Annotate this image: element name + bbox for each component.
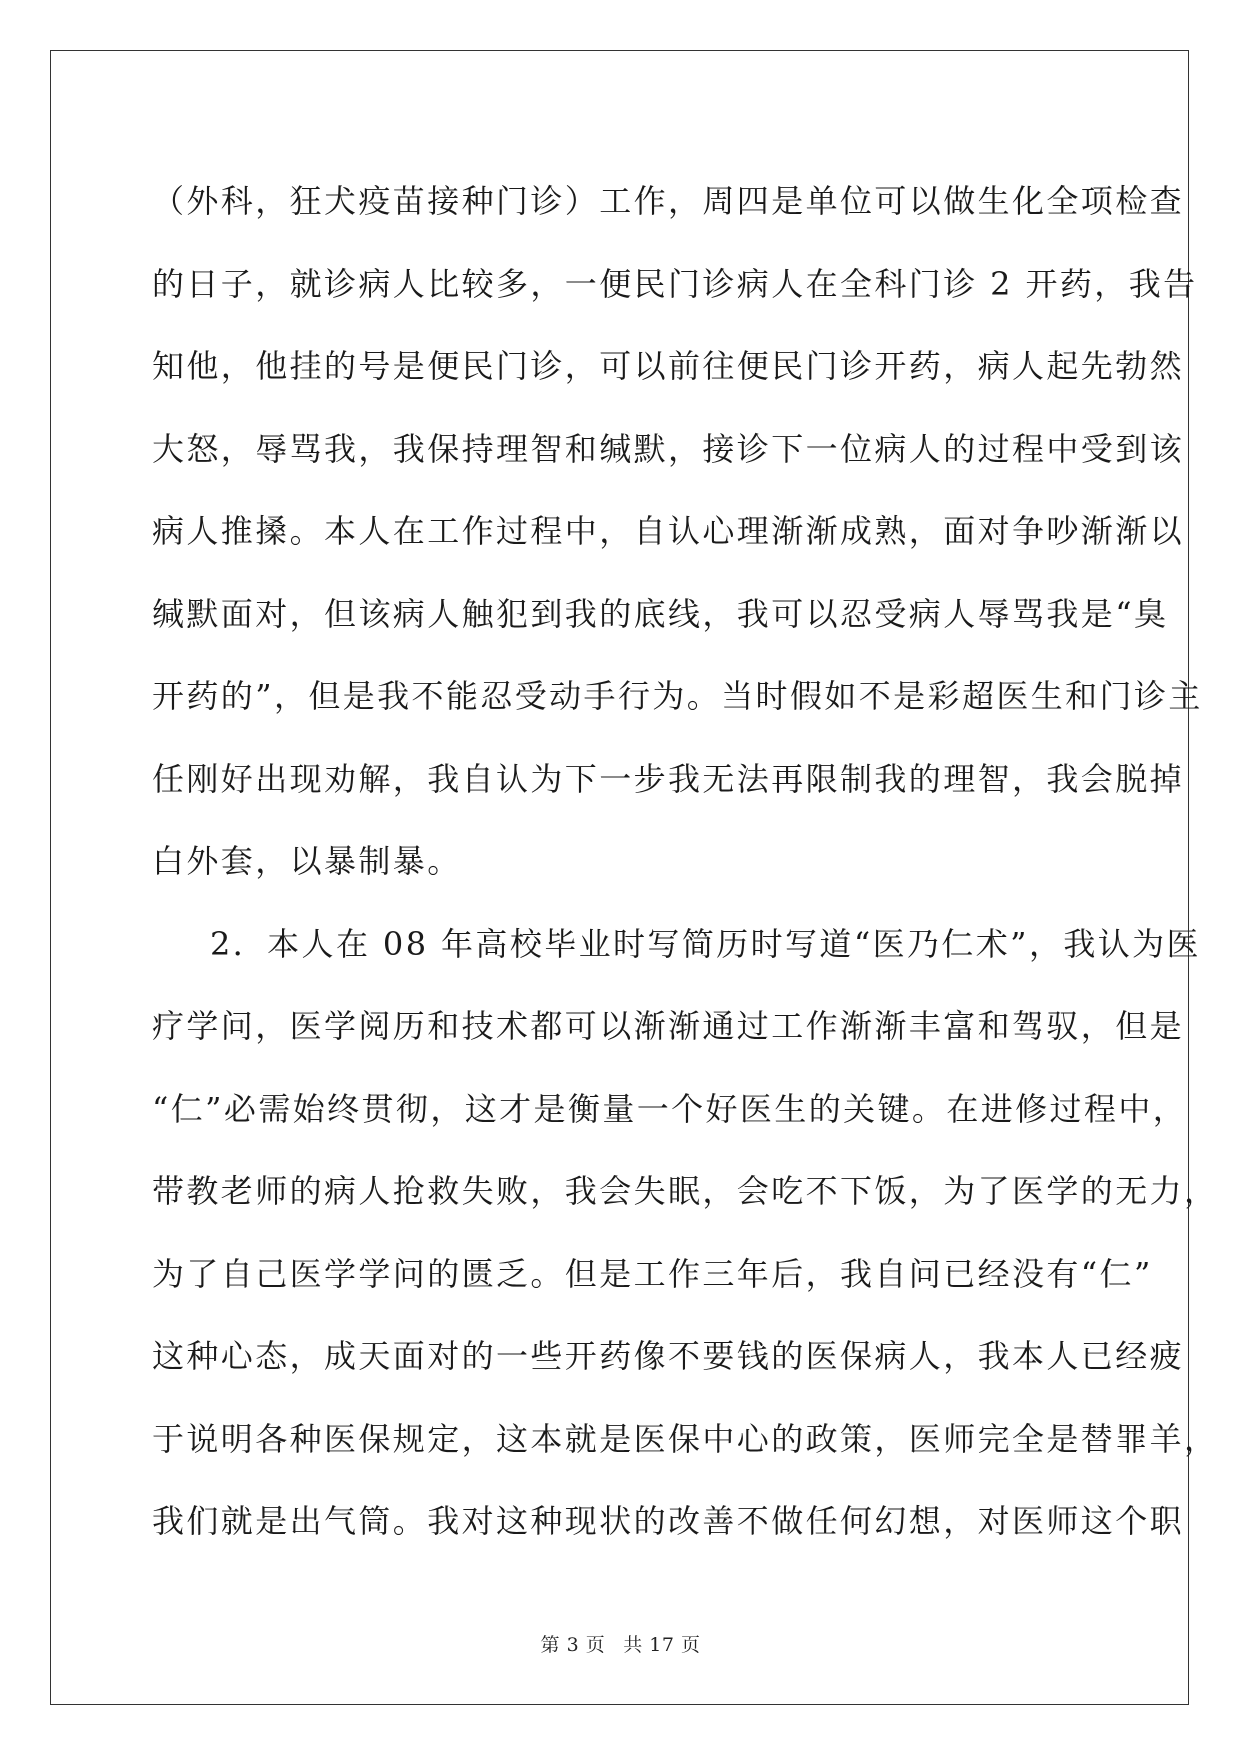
text-line: 任刚好出现劝解，我自认为下一步我无法再限制我的理智，我会脱掉 bbox=[152, 759, 1185, 798]
document-body bbox=[152, 160, 1219, 1563]
text-line: 于说明各种医保规定，这本就是医保中心的政策，医师完全是替罪羊， bbox=[152, 1419, 1219, 1458]
paragraph-start-line: 2．本人在 08 年高校毕业时写简历时写道“医乃仁术”，我认为医 bbox=[210, 924, 1201, 963]
text-line: 缄默面对，但该病人触犯到我的底线，我可以忍受病人辱骂我是“臭 bbox=[152, 594, 1169, 633]
text-line: 为了自己医学学问的匮乏。但是工作三年后，我自问已经没有“仁” bbox=[152, 1254, 1153, 1293]
page-number: 第 3 页 bbox=[540, 1634, 606, 1656]
text-line: 大怒，辱骂我，我保持理智和缄默，接诊下一位病人的过程中受到该 bbox=[152, 429, 1185, 468]
page-total: 共 17 页 bbox=[623, 1634, 701, 1656]
text-line: 我们就是出气筒。我对这种现状的改善不做任何幻想，对医师这个职 bbox=[152, 1502, 1185, 1540]
text-line: 带教老师的病人抢救失败，我会失眠，会吃不下饭，为了医学的无力， bbox=[152, 1172, 1219, 1210]
text-line: （外科，狂犬疫苗接种门诊）工作，周四是单位可以做生化全项检查 bbox=[152, 182, 1185, 220]
text-line: 病人推搡。本人在工作过程中，自认心理渐渐成熟，面对争吵渐渐以 bbox=[152, 512, 1185, 550]
text-line: 的日子，就诊病人比较多，一便民门诊病人在全科门诊 2 开药，我告 bbox=[152, 264, 1198, 303]
text-line: 知他，他挂的号是便民门诊，可以前往便民门诊开药，病人起先勃然 bbox=[152, 347, 1185, 385]
text-line: “仁”必需始终贯彻，这才是衡量一个好医生的关键。在进修过程中， bbox=[152, 1089, 1188, 1128]
text-line: 开药的”，但是我不能忍受动手行为。当时假如不是彩超医生和门诊主 bbox=[152, 677, 1203, 715]
text-line: 白外套，以暴制暴。 bbox=[152, 842, 462, 880]
text-line: 这种心态，成天面对的一些开药像不要钱的医保病人，我本人已经疲 bbox=[152, 1337, 1185, 1375]
text-line: 疗学问，医学阅历和技术都可以渐渐通过工作渐渐丰富和驾驭，但是 bbox=[152, 1007, 1185, 1045]
page-footer bbox=[0, 1630, 1241, 1657]
